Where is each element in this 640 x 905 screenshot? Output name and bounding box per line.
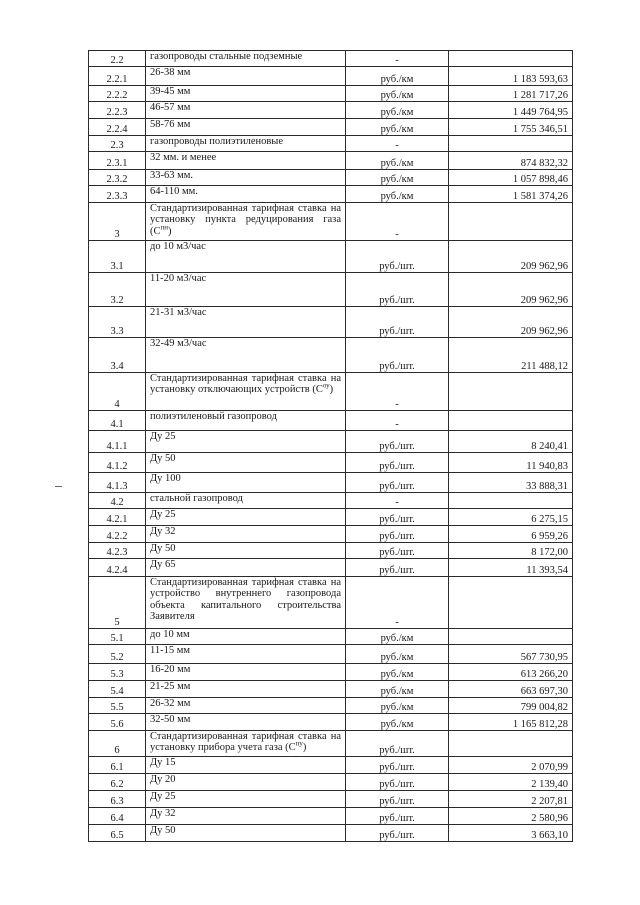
row-number-cell: 4.2.3 [89, 543, 146, 559]
row-number-cell: 4.1.1 [89, 431, 146, 453]
row-value-cell: 2 070,99 [449, 757, 573, 774]
row-value-cell: 663 697,30 [449, 681, 573, 698]
row-name-cell [146, 774, 346, 791]
row-name-cell [146, 431, 346, 453]
row-number-cell: 5.4 [89, 681, 146, 698]
row-name-text: 21-31 м3/час [150, 307, 207, 318]
table-row [89, 698, 573, 714]
row-value-cell: 567 730,95 [449, 645, 573, 664]
row-name-text: Стандартизированная тарифная ставка на устройство внутреннего газопровода объекта капитального строительства Заявителя [150, 577, 341, 623]
row-value-cell: 6 275,15 [449, 509, 573, 526]
row-value-cell: 1 581 374,26 [449, 186, 573, 203]
row-number-cell: 4.2.4 [89, 559, 146, 577]
table-row [89, 629, 573, 645]
row-unit-cell: руб./шт. [346, 473, 449, 493]
row-value-cell: 2 139,40 [449, 774, 573, 791]
row-number-cell: 4.1.3 [89, 473, 146, 493]
row-value-cell [449, 411, 573, 431]
row-name-text: Ду 25 [150, 791, 176, 802]
table-row [89, 203, 573, 241]
row-unit-cell: руб./шт. [346, 307, 449, 338]
row-value-cell [449, 51, 573, 67]
row-name-cell [146, 791, 346, 808]
table-row [89, 307, 573, 338]
row-unit-cell: руб./шт. [346, 559, 449, 577]
row-number-cell: 3.1 [89, 241, 146, 273]
table-row [89, 102, 573, 119]
row-number-cell: 5 [89, 577, 146, 629]
row-value-cell: 1 057 898,46 [449, 170, 573, 186]
table-row [89, 509, 573, 526]
table-row [89, 645, 573, 664]
row-name-cell [146, 526, 346, 543]
row-unit-cell: руб./км [346, 664, 449, 681]
table-row [89, 714, 573, 731]
row-unit-cell: руб./шт. [346, 453, 449, 473]
table-row [89, 526, 573, 543]
row-number-cell: 6.1 [89, 757, 146, 774]
table-row [89, 473, 573, 493]
row-unit-cell: руб./км [346, 170, 449, 186]
row-unit-cell: - [346, 373, 449, 411]
row-unit-cell: руб./км [346, 714, 449, 731]
row-name-cell [146, 102, 346, 119]
row-name-cell [146, 543, 346, 559]
row-unit-cell: руб./км [346, 119, 449, 136]
row-value-cell: 1 755 346,51 [449, 119, 573, 136]
row-name-text: Ду 25 [150, 431, 176, 442]
row-value-cell [449, 731, 573, 757]
row-name-text: Стандартизированная тарифная ставка на установку отключающих устройств (С [150, 373, 341, 396]
row-name-cell [146, 453, 346, 473]
row-name-cell [146, 664, 346, 681]
row-name-cell [146, 808, 346, 825]
row-name-cell [146, 757, 346, 774]
table-row [89, 136, 573, 152]
row-value-cell: 8 172,00 [449, 543, 573, 559]
row-value-cell: 1 281 717,26 [449, 86, 573, 102]
row-value-cell: 6 959,26 [449, 526, 573, 543]
row-value-cell: 3 663,10 [449, 825, 573, 842]
table-row [89, 543, 573, 559]
table-row [89, 808, 573, 825]
table-row [89, 453, 573, 473]
row-unit-cell: руб./шт. [346, 774, 449, 791]
row-name-cell [146, 698, 346, 714]
row-number-cell: 5.5 [89, 698, 146, 714]
row-name-text: 46-57 мм [150, 102, 191, 113]
row-value-cell: 211 488,12 [449, 338, 573, 373]
row-name-text: Ду 20 [150, 774, 176, 785]
row-value-cell [449, 629, 573, 645]
row-number-cell: 6.3 [89, 791, 146, 808]
row-number-cell: 2.3.2 [89, 170, 146, 186]
table-row [89, 577, 573, 629]
table-row [89, 67, 573, 86]
row-name-text: полиэтиленовый газопровод [150, 411, 277, 422]
row-unit-cell: - [346, 493, 449, 509]
row-name-text: 11-20 м3/час [150, 273, 207, 284]
row-unit-cell: - [346, 411, 449, 431]
row-value-cell [449, 373, 573, 411]
row-name-cell [146, 577, 346, 629]
row-unit-cell: руб./шт. [346, 241, 449, 273]
row-value-cell: 1 165 812,28 [449, 714, 573, 731]
row-value-cell [449, 136, 573, 152]
row-name-cell [146, 307, 346, 338]
row-name-cell [146, 559, 346, 577]
row-name-cell [146, 51, 346, 67]
row-name-text: Ду 50 [150, 543, 176, 554]
row-unit-cell: руб./шт. [346, 757, 449, 774]
row-unit-cell: руб./шт. [346, 731, 449, 757]
table-row [89, 51, 573, 67]
row-name-text: 33-63 мм. [150, 170, 194, 181]
row-name-text: 32 мм. и менее [150, 152, 217, 163]
table-row [89, 664, 573, 681]
table-row [89, 411, 573, 431]
table-row [89, 681, 573, 698]
row-number-cell: 3.2 [89, 273, 146, 307]
row-name-text: Ду 32 [150, 526, 176, 537]
row-number-cell: 2.2.1 [89, 67, 146, 86]
table-row [89, 373, 573, 411]
row-value-cell: 11 393,54 [449, 559, 573, 577]
row-value-cell: 1 183 593,63 [449, 67, 573, 86]
row-number-cell: 3.4 [89, 338, 146, 373]
table-row [89, 152, 573, 170]
table-row [89, 338, 573, 373]
row-name-cell [146, 67, 346, 86]
row-unit-cell: - [346, 51, 449, 67]
table-row [89, 493, 573, 509]
row-number-cell: 5.3 [89, 664, 146, 681]
row-unit-cell: руб./шт. [346, 526, 449, 543]
row-unit-cell: руб./шт. [346, 509, 449, 526]
table-row [89, 119, 573, 136]
row-name-cell [146, 681, 346, 698]
row-name-cell [146, 629, 346, 645]
row-name-cell [146, 186, 346, 203]
row-name-cell [146, 509, 346, 526]
row-name-text: Ду 25 [150, 509, 176, 520]
row-value-cell: 613 266,20 [449, 664, 573, 681]
row-value-cell: 11 940,83 [449, 453, 573, 473]
row-unit-cell: руб./шт. [346, 825, 449, 842]
row-number-cell: 6.5 [89, 825, 146, 842]
row-number-cell: 3.3 [89, 307, 146, 338]
row-name-cell [146, 473, 346, 493]
row-number-cell: 2.3.3 [89, 186, 146, 203]
table-row [89, 186, 573, 203]
row-name-text: 32-50 мм [150, 714, 191, 725]
table-row [89, 825, 573, 842]
row-value-cell: 209 962,96 [449, 273, 573, 307]
row-name-text: Ду 50 [150, 453, 176, 464]
table-row [89, 731, 573, 757]
row-name-cell [146, 714, 346, 731]
row-name-cell [146, 645, 346, 664]
table-row [89, 791, 573, 808]
row-value-cell [449, 493, 573, 509]
row-number-cell: 4.1.2 [89, 453, 146, 473]
row-name-text: 39-45 мм [150, 86, 191, 97]
row-unit-cell: руб./км [346, 86, 449, 102]
row-name-cell [146, 373, 346, 411]
row-number-cell: 2.2.4 [89, 119, 146, 136]
row-name-cell [146, 493, 346, 509]
row-name-text: Стандартизированная тарифная ставка на установку прибора учета газа (С [150, 731, 341, 754]
row-number-cell: 4 [89, 373, 146, 411]
row-unit-cell: руб./км [346, 645, 449, 664]
row-number-cell: 2.2 [89, 51, 146, 67]
row-number-cell: 6.4 [89, 808, 146, 825]
row-name-cell [146, 170, 346, 186]
row-name-text: Стандартизированная тарифная ставка на установку пункта редуцирования газа (С [150, 203, 341, 237]
row-number-cell: 5.6 [89, 714, 146, 731]
row-name-text: Ду 32 [150, 808, 176, 819]
tariff-rates-table [88, 50, 573, 842]
row-number-cell: 3 [89, 203, 146, 241]
row-value-cell: 799 004,82 [449, 698, 573, 714]
row-name-text: до 10 м3/час [150, 241, 206, 252]
row-unit-cell: - [346, 136, 449, 152]
row-value-cell: 33 888,31 [449, 473, 573, 493]
row-unit-cell: руб./шт. [346, 791, 449, 808]
row-number-cell: 6.2 [89, 774, 146, 791]
row-name-cell [146, 731, 346, 757]
rate-symbol-superscript: пу [295, 739, 303, 748]
row-number-cell: 5.2 [89, 645, 146, 664]
row-unit-cell: руб./км [346, 152, 449, 170]
row-unit-cell: руб./км [346, 186, 449, 203]
row-unit-cell: руб./шт. [346, 273, 449, 307]
row-name-cell [146, 273, 346, 307]
row-name-text: Ду 65 [150, 559, 176, 570]
row-name-cell [146, 825, 346, 842]
row-unit-cell: руб./км [346, 698, 449, 714]
row-value-cell [449, 577, 573, 629]
row-unit-cell: руб./шт. [346, 338, 449, 373]
row-name-text: 16-20 мм [150, 664, 191, 675]
row-value-cell [449, 203, 573, 241]
row-name-text: 21-25 мм [150, 681, 191, 692]
row-name-text: Ду 15 [150, 757, 176, 768]
row-number-cell: 2.2.3 [89, 102, 146, 119]
table-row [89, 559, 573, 577]
row-unit-cell: руб./шт. [346, 543, 449, 559]
row-value-cell: 209 962,96 [449, 307, 573, 338]
table-row [89, 241, 573, 273]
table-row [89, 170, 573, 186]
rate-symbol-superscript: пн [160, 223, 168, 232]
row-name-cell [146, 241, 346, 273]
row-value-cell: 209 962,96 [449, 241, 573, 273]
row-name-text: 58-76 мм [150, 119, 191, 130]
row-name-cell [146, 203, 346, 241]
table-row [89, 86, 573, 102]
row-name-tail: ) [302, 742, 307, 754]
row-number-cell: 6 [89, 731, 146, 757]
row-name-cell [146, 152, 346, 170]
row-name-text: 32-49 м3/час [150, 338, 207, 349]
row-name-text: газопроводы стальные подземные [150, 51, 303, 62]
row-number-cell: 4.2.1 [89, 509, 146, 526]
row-name-text: газопроводы полиэтиленовые [150, 136, 284, 147]
table-row [89, 774, 573, 791]
row-name-text: стальной газопровод [150, 493, 243, 504]
table-row [89, 273, 573, 307]
row-name-cell [146, 136, 346, 152]
row-unit-cell: руб./км [346, 629, 449, 645]
row-value-cell: 1 449 764,95 [449, 102, 573, 119]
row-unit-cell: руб./шт. [346, 431, 449, 453]
row-name-tail: ) [329, 384, 334, 396]
row-name-tail: ) [168, 225, 172, 237]
row-number-cell: 4.2 [89, 493, 146, 509]
row-unit-cell: руб./км [346, 102, 449, 119]
row-number-cell: 4.1 [89, 411, 146, 431]
row-name-text: 26-38 мм [150, 67, 191, 78]
tariff-table-body [89, 51, 573, 842]
row-unit-cell: - [346, 577, 449, 629]
row-name-cell [146, 86, 346, 102]
row-value-cell: 2 207,81 [449, 791, 573, 808]
row-unit-cell: руб./км [346, 67, 449, 86]
row-unit-cell: руб./шт. [346, 808, 449, 825]
row-name-text: 11-15 мм [150, 645, 191, 656]
rate-symbol-superscript: оу [322, 381, 330, 390]
row-name-text: Ду 100 [150, 473, 181, 484]
table-row [89, 757, 573, 774]
margin-dash-mark [55, 486, 62, 487]
row-number-cell: 4.2.2 [89, 526, 146, 543]
row-name-cell [146, 411, 346, 431]
table-row [89, 431, 573, 453]
row-unit-cell: - [346, 203, 449, 241]
row-name-cell [146, 119, 346, 136]
row-name-text: Ду 50 [150, 825, 176, 836]
row-name-text: 26-32 мм [150, 698, 191, 709]
row-number-cell: 5.1 [89, 629, 146, 645]
row-number-cell: 2.3.1 [89, 152, 146, 170]
row-unit-cell: руб./км [346, 681, 449, 698]
row-name-text: до 10 мм [150, 629, 190, 640]
row-value-cell: 2 580,96 [449, 808, 573, 825]
row-name-text: 64-110 мм. [150, 186, 198, 197]
row-value-cell: 874 832,32 [449, 152, 573, 170]
row-name-cell [146, 338, 346, 373]
row-value-cell: 8 240,41 [449, 431, 573, 453]
row-number-cell: 2.3 [89, 136, 146, 152]
row-number-cell: 2.2.2 [89, 86, 146, 102]
